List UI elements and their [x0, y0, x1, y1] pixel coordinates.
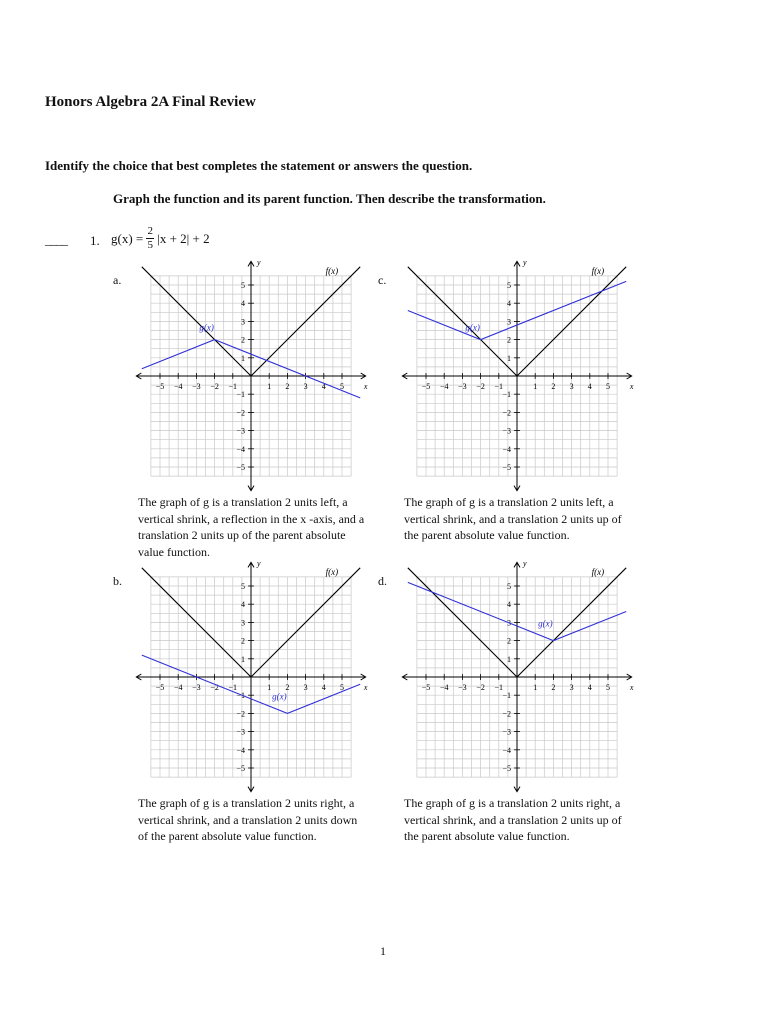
graph-d	[399, 559, 635, 795]
choice-letter-d[interactable]: d.	[378, 574, 387, 588]
y-tick-label: 3	[507, 317, 511, 327]
x-tick-label: −2	[210, 382, 219, 391]
choice-letter-b[interactable]: b.	[113, 574, 122, 588]
y-tick-label: 5	[241, 582, 245, 591]
x-tick-label: 4	[587, 683, 592, 692]
f-label: f(x)	[325, 567, 339, 578]
y-tick-label: 5	[507, 281, 511, 290]
graph-b	[133, 559, 369, 795]
x-tick-label: 3	[569, 683, 574, 692]
y-tick-label: −4	[502, 745, 511, 755]
f-label: f(x)	[591, 567, 605, 578]
g-label: g(x)	[538, 618, 553, 629]
y-tick-label: 1	[241, 654, 245, 664]
equation-lhs: g(x) =	[111, 230, 144, 246]
f-label: f(x)	[591, 266, 605, 277]
x-tick-label: 5	[606, 683, 610, 692]
y-tick-label: 5	[507, 582, 511, 591]
y-tick-label: −2	[236, 709, 245, 719]
fraction-denominator: 5	[147, 239, 153, 251]
question-equation	[111, 226, 210, 251]
x-tick-label: 1	[267, 382, 272, 391]
x-tick-label: 1	[533, 683, 538, 692]
document-title: Honors Algebra 2A Final Review	[45, 94, 256, 110]
x-tick-label: 2	[285, 683, 290, 692]
y-tick-label: 5	[241, 281, 245, 290]
x-tick-label: −1	[494, 683, 504, 692]
x-tick-label: −5	[421, 382, 431, 391]
x-tick-label: −2	[476, 683, 485, 692]
x-tick-label: −4	[439, 382, 449, 391]
x-tick-label: −3	[192, 382, 201, 391]
x-tick-label: 4	[587, 382, 592, 391]
x-tick-label: 5	[340, 382, 344, 391]
equation-rhs: |x + 2| + 2	[157, 230, 210, 246]
y-tick-label: 4	[507, 299, 511, 309]
choice-description-b: The graph of g is a translation 2 units right, a vertical shrink, and a translation 2 units down of the parent absolute value function.	[138, 796, 358, 843]
y-tick-label: −3	[236, 727, 245, 737]
y-axis-label: y	[523, 258, 527, 267]
y-tick-label: −1	[236, 691, 245, 701]
y-tick-label: −4	[236, 444, 245, 454]
fraction-numerator: 2	[147, 225, 153, 237]
x-tick-label: −1	[228, 683, 238, 692]
y-axis-label: y	[257, 559, 261, 568]
y-tick-label: 1	[241, 353, 245, 363]
y-tick-label: 2	[507, 636, 511, 646]
choice-description-c: The graph of g is a translation 2 units left, a vertical shrink, and a translation 2 units up of the parent absolute value function.	[404, 495, 622, 542]
g-label: g(x)	[465, 322, 480, 333]
y-tick-label: −3	[502, 426, 511, 436]
y-tick-label: −2	[236, 408, 245, 418]
g-label: g(x)	[199, 322, 214, 333]
x-tick-label: −3	[192, 683, 201, 692]
x-tick-label: 2	[551, 683, 556, 692]
x-tick-label: 5	[340, 683, 344, 692]
graph-a	[133, 258, 369, 494]
x-tick-label: −5	[155, 683, 165, 692]
choice-letter-c[interactable]: c.	[378, 273, 387, 287]
x-axis-label: x	[363, 683, 368, 692]
directions: Graph the function and its parent function. Then describe the transformation.	[113, 191, 546, 206]
y-tick-label: 2	[507, 335, 511, 345]
page-number: 1	[380, 944, 386, 958]
x-tick-label: −1	[228, 382, 238, 391]
y-tick-label: 1	[507, 654, 511, 664]
x-tick-label: 1	[267, 683, 272, 692]
y-axis-label: y	[257, 258, 261, 267]
x-tick-label: −3	[458, 382, 467, 391]
y-tick-label: −1	[502, 390, 511, 400]
f-label: f(x)	[325, 266, 339, 277]
x-tick-label: 3	[303, 382, 308, 391]
answer-blank[interactable]: ____	[45, 232, 67, 247]
y-tick-label: 1	[507, 353, 511, 363]
x-tick-label: −4	[173, 683, 183, 692]
x-tick-label: −2	[210, 683, 219, 692]
x-tick-label: 2	[551, 382, 556, 391]
question-number: 1.	[90, 233, 100, 248]
y-axis-label: y	[523, 559, 527, 568]
x-tick-label: −5	[421, 683, 431, 692]
y-tick-label: −1	[502, 691, 511, 701]
g-label: g(x)	[272, 691, 287, 702]
y-tick-label: 4	[241, 299, 245, 309]
x-tick-label: −1	[494, 382, 504, 391]
x-tick-label: −4	[173, 382, 183, 391]
y-tick-label: −5	[236, 463, 245, 472]
x-axis-label: x	[363, 382, 368, 391]
y-tick-label: −1	[236, 390, 245, 400]
y-tick-label: −3	[502, 727, 511, 737]
x-tick-label: −4	[439, 683, 449, 692]
x-tick-label: −5	[155, 382, 165, 391]
y-tick-label: −5	[502, 764, 511, 773]
y-tick-label: 3	[241, 317, 245, 327]
x-tick-label: −2	[476, 382, 485, 391]
graph-c	[399, 258, 635, 494]
x-tick-label: 5	[606, 382, 610, 391]
y-tick-label: −2	[502, 408, 511, 418]
y-tick-label: −4	[502, 444, 511, 454]
x-tick-label: 4	[321, 683, 326, 692]
instructions: Identify the choice that best completes the statement or answers the question.	[45, 158, 473, 173]
x-tick-label: 1	[533, 382, 538, 391]
y-tick-label: −2	[502, 709, 511, 719]
x-tick-label: 3	[303, 683, 308, 692]
y-tick-label: −4	[236, 745, 245, 755]
y-tick-label: 3	[241, 618, 245, 628]
choice-description-a: The graph of g is a translation 2 units left, a vertical shrink, a reflection in the x -axis, and a translation 2 units up of the parent absolute value function.	[138, 495, 365, 559]
y-tick-label: 4	[241, 600, 245, 610]
y-tick-label: 2	[241, 335, 245, 345]
choice-description-d: The graph of g is a translation 2 units right, a vertical shrink, and a translation 2 units up of the parent absolute value function.	[404, 796, 622, 843]
x-tick-label: 2	[285, 382, 290, 391]
x-axis-label: x	[629, 382, 634, 391]
y-tick-label: 4	[507, 600, 511, 610]
x-tick-label: −3	[458, 683, 467, 692]
y-tick-label: −5	[236, 764, 245, 773]
y-tick-label: −5	[502, 463, 511, 472]
y-tick-label: 2	[241, 636, 245, 646]
y-tick-label: 3	[507, 618, 511, 628]
x-tick-label: 3	[569, 382, 574, 391]
equation-fraction	[146, 226, 154, 251]
x-tick-label: 4	[321, 382, 326, 391]
y-tick-label: −3	[236, 426, 245, 436]
choice-letter-a[interactable]: a.	[113, 273, 122, 287]
x-axis-label: x	[629, 683, 634, 692]
